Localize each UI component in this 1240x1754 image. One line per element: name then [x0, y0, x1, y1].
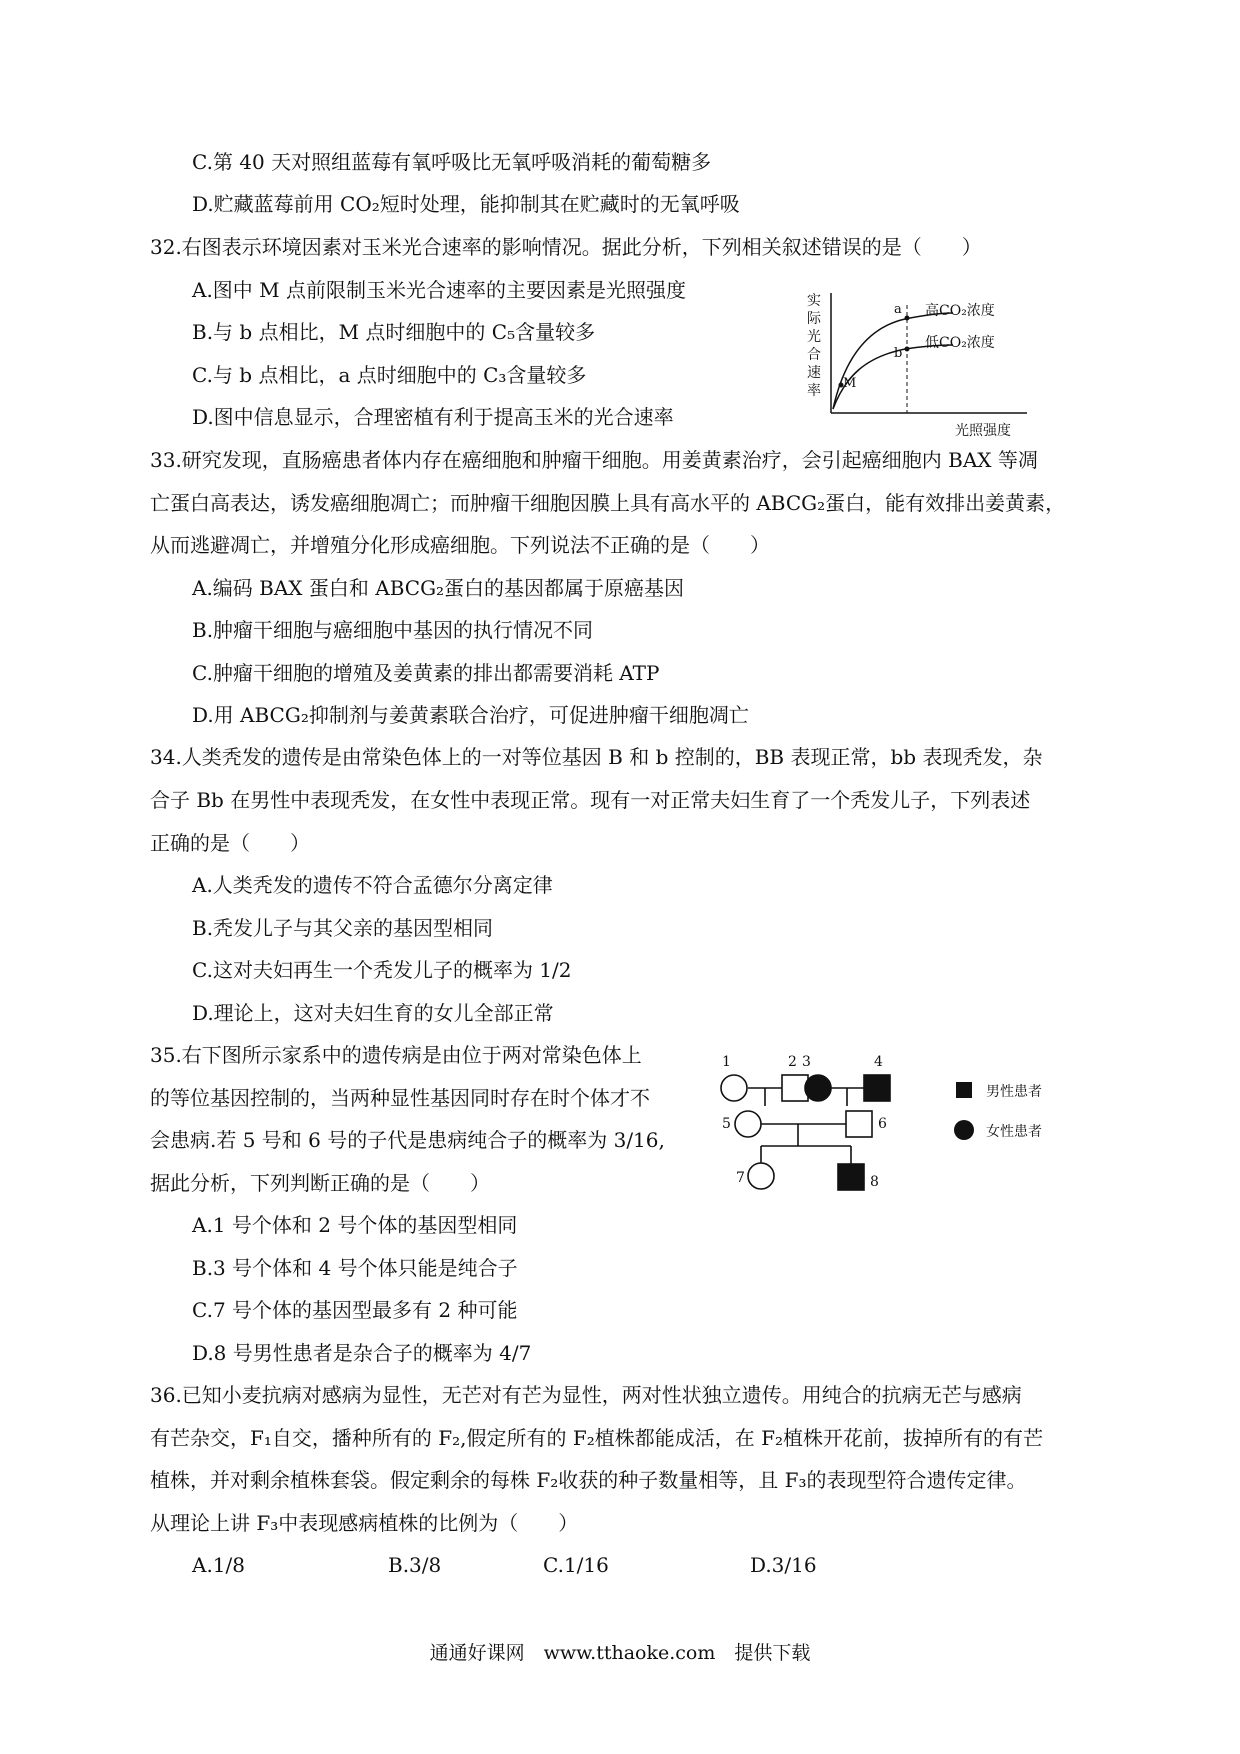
q32-photosynthesis-graph [795, 285, 1035, 445]
individual-5 [735, 1111, 761, 1137]
point-b [905, 347, 910, 352]
q36-stem-3: 植株，并对剩余植株套袋。假定剩余的每株 F₂收获的种子数量相等，且 F₃的表现型符合遗传定律。 [150, 1468, 1027, 1492]
q35-pedigree-chart [718, 1048, 1078, 1218]
q33-stem-3: 从而逃避凋亡，并增殖分化形成癌细胞。下列说法不正确的是（ ） [150, 533, 770, 557]
q36-option-d: D.3/16 [750, 1553, 817, 1577]
q35-stem-4: 据此分析，下列判断正确的是（ ） [150, 1171, 490, 1195]
ylabel-char-4: 合 [807, 347, 821, 363]
point-m [839, 383, 844, 388]
q33-option-b: B.肿瘤干细胞与癌细胞中基因的执行情况不同 [192, 618, 594, 642]
q33-stem-2: 亡蛋白高表达，诱发癌细胞凋亡；而肿瘤干细胞因膜上具有高水平的 ABCG₂蛋白，能有效排出姜黄素， [150, 491, 1066, 515]
q35-option-d: D.8 号男性患者是杂合子的概率为 4/7 [192, 1341, 532, 1365]
label-5: 5 [722, 1116, 731, 1132]
q35-option-b: B.3 号个体和 4 号个体只能是纯合子 [192, 1256, 518, 1280]
q35-stem-1: 35.右下图所示家系中的遗传病是由位于两对常染色体上 [150, 1043, 642, 1067]
q34-option-d: D.理论上，这对夫妇生育的女儿全部正常 [192, 1001, 554, 1025]
ylabel-char-5: 速 [807, 365, 821, 381]
legend-male-symbol [956, 1082, 972, 1098]
legend-male-label: 男性患者 [986, 1084, 1042, 1100]
point-b-label: b [894, 346, 903, 361]
q31-option-d: D.贮藏蓝莓前用 CO₂短时处理，能抑制其在贮藏时的无氧呼吸 [192, 192, 740, 216]
point-m-label: M [843, 376, 857, 391]
q35-option-c: C.7 号个体的基因型最多有 2 种可能 [192, 1298, 518, 1322]
individual-3 [805, 1075, 831, 1101]
label-7: 7 [736, 1170, 745, 1186]
q33-option-a: A.编码 BAX 蛋白和 ABCG₂蛋白的基因都属于原癌基因 [192, 576, 685, 600]
label-6: 6 [878, 1116, 887, 1132]
q34-stem-3: 正确的是（ ） [150, 831, 310, 855]
ylabel-char-3: 光 [807, 329, 821, 345]
label-1: 1 [722, 1054, 731, 1070]
q35-stem-2: 的等位基因控制的，当两种显性基因同时存在时个体才不 [150, 1086, 650, 1110]
q35-option-a: A.1 号个体和 2 号个体的基因型相同 [192, 1213, 518, 1237]
curve-high-label: 高CO₂浓度 [925, 303, 995, 319]
q36-option-c: C.1/16 [543, 1553, 609, 1577]
point-a [905, 316, 910, 321]
footer-source: 通通好课网 www.tthaoke.com 提供下载 [429, 1642, 811, 1664]
q33-option-c: C.肿瘤干细胞的增殖及姜黄素的排出都需要消耗 ATP [192, 661, 660, 685]
q32-option-d: D.图中信息显示，合理密植有利于提高玉米的光合速率 [192, 405, 674, 429]
individual-2 [782, 1075, 808, 1101]
label-4: 4 [874, 1054, 883, 1070]
label-8: 8 [870, 1174, 879, 1190]
q35-stem-3: 会患病.若 5 号和 6 号的子代是患病纯合子的概率为 3/16, [150, 1128, 665, 1152]
q34-stem-1: 34.人类秃发的遗传是由常染色体上的一对等位基因 B 和 b 控制的，BB 表现正常，bb 表现秃发，杂 [150, 745, 1043, 769]
label-3: 3 [802, 1054, 811, 1070]
individual-4 [864, 1075, 890, 1101]
legend-female-label: 女性患者 [986, 1124, 1042, 1140]
legend-female-symbol [954, 1120, 974, 1140]
q34-option-a: A.人类秃发的遗传不符合孟德尔分离定律 [192, 873, 553, 897]
ylabel-char-2: 际 [807, 311, 821, 327]
ylabel-char-1: 实 [807, 293, 821, 309]
individual-7 [748, 1163, 774, 1189]
q34-option-b: B.秃发儿子与其父亲的基因型相同 [192, 916, 494, 940]
q34-stem-2: 合子 Bb 在男性中表现秃发，在女性中表现正常。现有一对正常夫妇生育了一个秃发儿子，下列表述 [150, 788, 1031, 812]
q36-option-b: B.3/8 [388, 1553, 442, 1577]
individual-1 [721, 1075, 747, 1101]
q36-stem-1: 36.已知小麦抗病对感病为显性，无芒对有芒为显性，两对性状独立遗传。用纯合的抗病无芒与感病 [150, 1383, 1022, 1407]
q32-option-c: C.与 b 点相比，a 点时细胞中的 C₃含量较多 [192, 363, 587, 387]
q33-stem-1: 33.研究发现，直肠癌患者体内存在癌细胞和肿瘤干细胞。用姜黄素治疗，会引起癌细胞内 BAX 等凋 [150, 448, 1038, 472]
x-axis-label: 光照强度 [955, 423, 1011, 439]
individual-6 [846, 1111, 872, 1137]
curve-low-label: 低CO₂浓度 [925, 335, 995, 351]
q34-option-c: C.这对夫妇再生一个秃发儿子的概率为 1/2 [192, 958, 572, 982]
q32-option-b: B.与 b 点相比，M 点时细胞中的 C₅含量较多 [192, 320, 596, 344]
q32-option-a: A.图中 M 点前限制玉米光合速率的主要因素是光照强度 [192, 278, 686, 302]
individual-8 [838, 1164, 864, 1190]
q31-option-c: C.第 40 天对照组蓝莓有氧呼吸比无氧呼吸消耗的葡萄糖多 [192, 150, 712, 174]
q33-option-d: D.用 ABCG₂抑制剂与姜黄素联合治疗，可促进肿瘤干细胞凋亡 [192, 703, 749, 727]
q36-stem-2: 有芒杂交，F₁自交，播种所有的 F₂,假定所有的 F₂植株都能成活，在 F₂植株开花前，拔掉所有的有芒 [150, 1426, 1044, 1450]
point-a-label: a [894, 302, 902, 317]
ylabel-char-6: 率 [807, 383, 821, 399]
label-2: 2 [788, 1054, 797, 1070]
q32-stem: 32.右图表示环境因素对玉米光合速率的影响情况。据此分析，下列相关叙述错误的是（ ） [150, 235, 982, 259]
q36-option-a: A.1/8 [192, 1553, 245, 1577]
q36-stem-4: 从理论上讲 F₃中表现感病植株的比例为（ ） [150, 1511, 579, 1535]
